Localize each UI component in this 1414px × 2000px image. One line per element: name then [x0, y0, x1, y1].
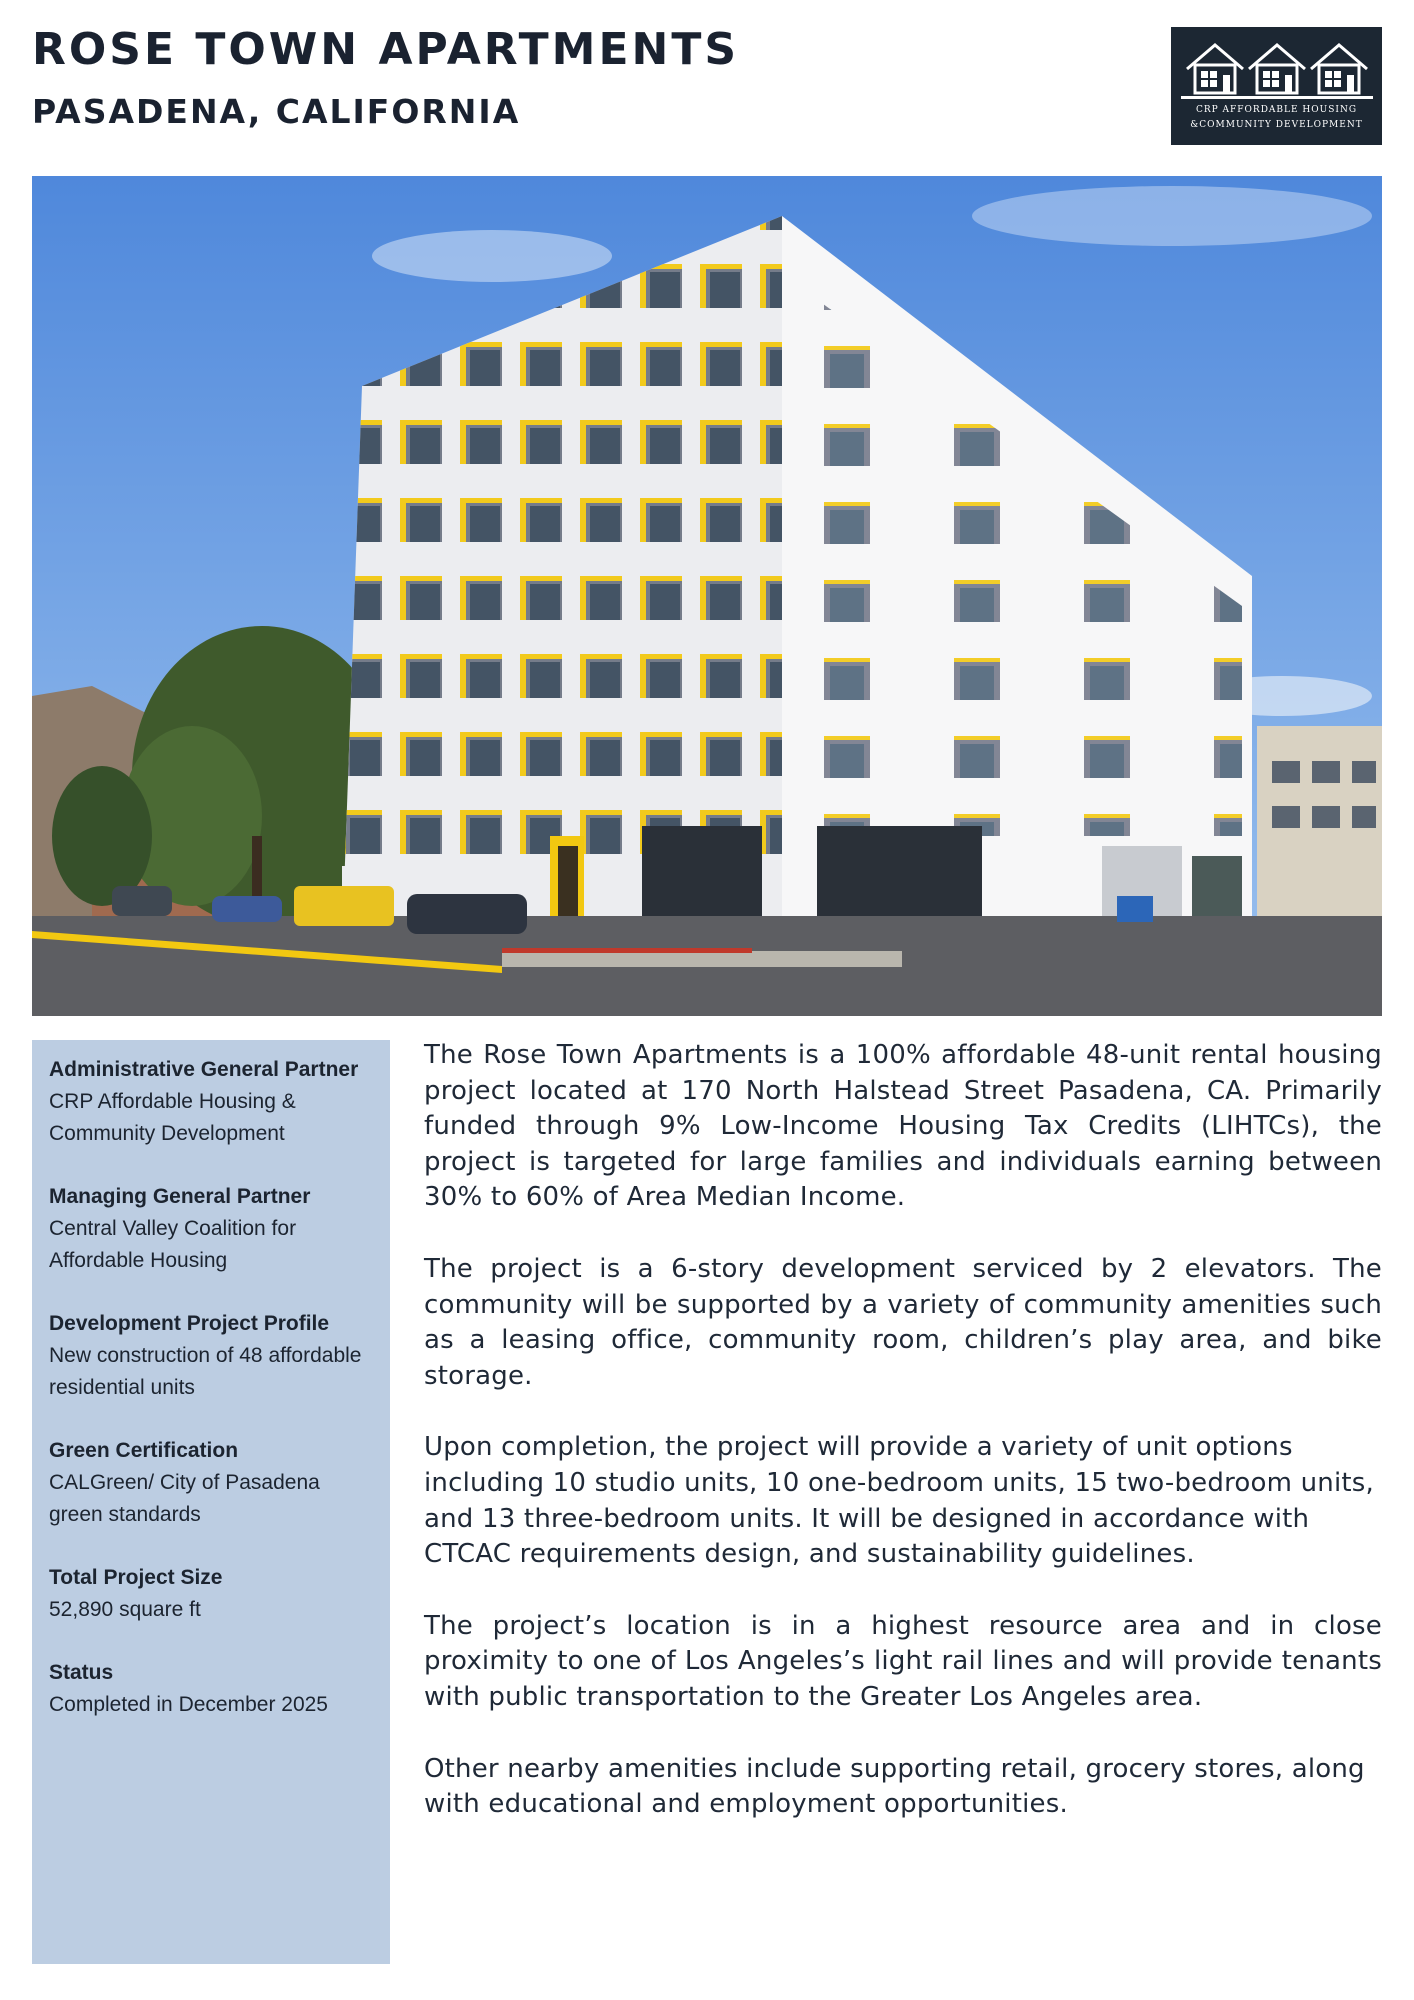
detail-value: Completed in December 2025	[49, 1693, 328, 1716]
logo-line-1: CRP AFFORDABLE HOUSING	[1195, 105, 1358, 115]
detail-managing-partner	[49, 1181, 372, 1277]
description-paragraph: The project’s location is in a highest resource area and in close proximity to one of Los Angeles’s light rail lines and will provide tenants with public transportation to the Greater Los Angeles area.	[424, 1610, 1382, 1712]
description-paragraph: The project is a 6-story development serviced by 2 elevators. The community will be supported by a variety of community amenities such as a leasing office, community room, children’s play area, and bike storage.	[424, 1253, 1382, 1391]
detail-value: New construction of 48 affordable residential units	[49, 1344, 362, 1399]
detail-project-profile	[49, 1308, 372, 1404]
detail-label: Total Project Size	[49, 1566, 223, 1589]
detail-value: CRP Affordable Housing & Community Development	[49, 1090, 296, 1145]
building-illustration	[32, 176, 1382, 1016]
description-paragraph: Upon completion, the project will provide a variety of unit options including 10 studio units, 10 one-bedroom units, 15 two-bedroom units, and 13 three-bedroom units. It will be designed in accordance with CTCAC requirements design, and sustainability guidelines.	[424, 1432, 1374, 1570]
detail-value: 52,890 square ft	[49, 1598, 201, 1621]
detail-label: Development Project Profile	[49, 1312, 330, 1335]
detail-green-certification	[49, 1435, 372, 1531]
detail-label: Green Certification	[49, 1439, 239, 1462]
detail-label: Status	[49, 1661, 114, 1684]
description-paragraph: The Rose Town Apartments is a 100% affordable 48-unit rental housing project located at 170 North Halstead Street Pasadena, CA. Primarily funded through 9% Low-Income Housing Tax Credits (LIHTCs), the project is targeted for large families and individuals earning between 30% to 60% of Area Median Income.	[424, 1040, 1382, 1213]
building-photo	[32, 176, 1382, 1016]
detail-admin-partner	[49, 1054, 372, 1150]
detail-project-size	[49, 1562, 372, 1626]
description-paragraph: Other nearby amenities include supporting retail, grocery stores, along with educational and employment opportunities.	[424, 1753, 1365, 1820]
page-title: ROSE TOWN APARTMENTS	[32, 24, 740, 75]
detail-label: Managing General Partner	[49, 1185, 311, 1208]
detail-label: Administrative General Partner	[49, 1058, 359, 1081]
three-houses-icon	[1179, 35, 1375, 101]
detail-status	[49, 1657, 372, 1721]
company-logo	[1171, 27, 1382, 145]
page-subtitle: PASADENA, CALIFORNIA	[32, 92, 521, 131]
project-details-sidebar	[32, 1040, 390, 1964]
detail-value: CALGreen/ City of Pasadena green standards	[49, 1471, 320, 1526]
logo-line-2: &COMMUNITY DEVELOPMENT	[1190, 120, 1363, 130]
project-description	[424, 1038, 1382, 1859]
detail-value: Central Valley Coalition for Affordable Housing	[49, 1217, 297, 1272]
